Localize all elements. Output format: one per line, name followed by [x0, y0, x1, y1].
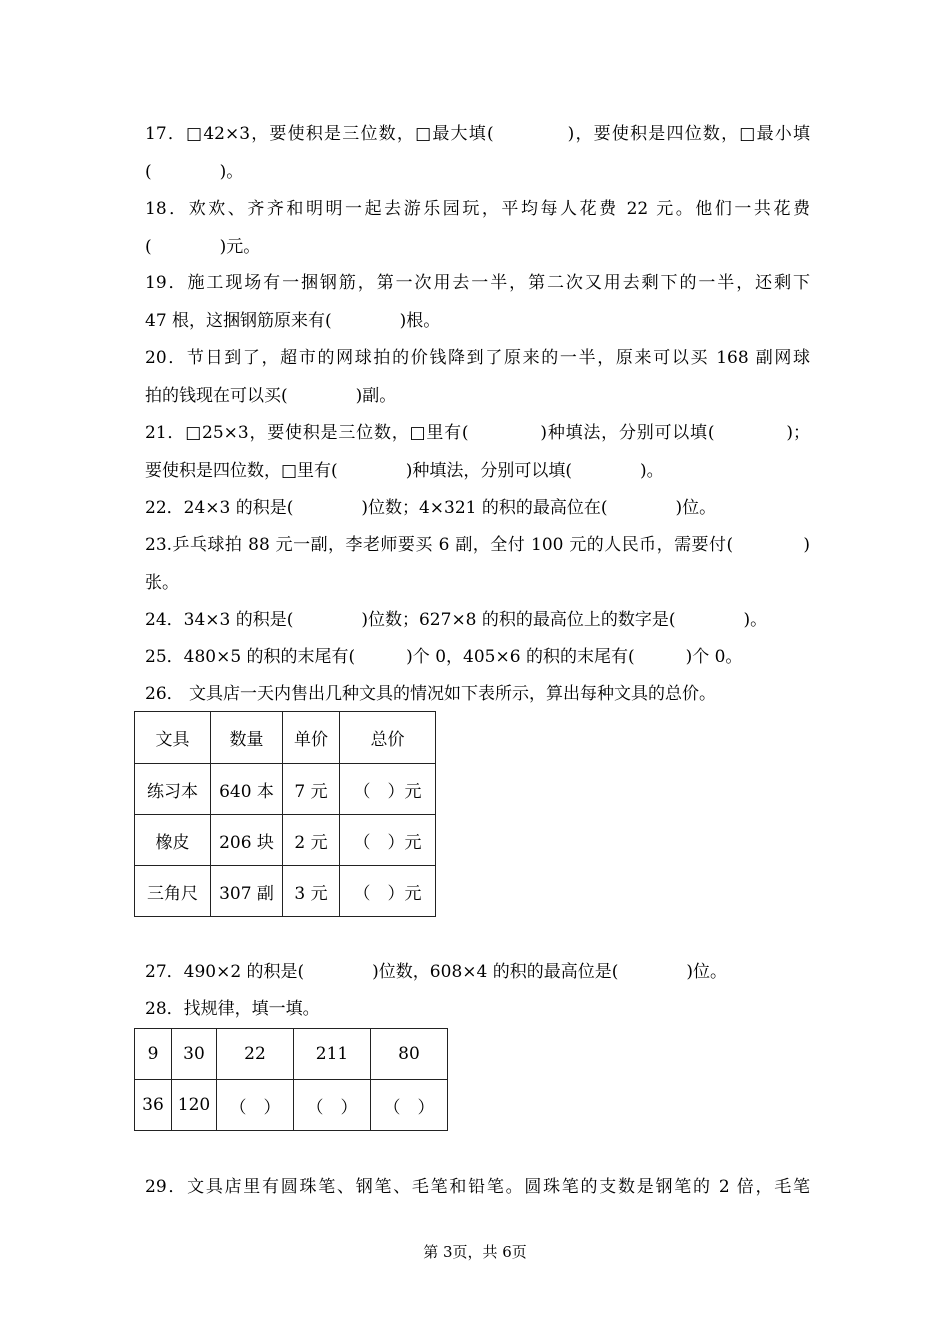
answer-blank[interactable]: （ ）元 — [340, 866, 436, 917]
table-cell: 36 — [135, 1080, 172, 1131]
question-text-cont: 47 根，这捆钢筋原来有( )根。 — [145, 311, 441, 331]
table-header: 单价 — [283, 712, 340, 764]
question-text: 21．□25×3，要使积是三位数，□里有( )种填法，分别可以填( )； — [145, 423, 810, 443]
table-header: 数量 — [211, 712, 283, 764]
table-row — [135, 1080, 448, 1131]
question-text: 17．□42×3，要使积是三位数，□最大填( )，要使积是四位数，□最小填 — [145, 124, 810, 144]
question-25 — [145, 638, 810, 676]
table-cell: 2 元 — [283, 815, 340, 866]
question-23 — [145, 526, 810, 602]
table-row — [135, 764, 436, 815]
question-17 — [145, 115, 810, 191]
table-cell: 211 — [294, 1029, 371, 1080]
question-text-cont: ( )。 — [145, 162, 244, 182]
question-21 — [145, 414, 810, 490]
table-row — [135, 815, 436, 866]
question-text-cont: 张。 — [145, 573, 179, 593]
question-text: 20．节日到了，超市的网球拍的价钱降到了原来的一半，原来可以买 168 副网球 — [145, 348, 810, 368]
question-20 — [145, 339, 810, 415]
table-header: 文具 — [135, 712, 211, 764]
table-cell: 206 块 — [211, 815, 283, 866]
question-text: 24．34×3 的积是( )位数；627×8 的积的最高位上的数字是( )。 — [145, 610, 768, 630]
question-text-cont: ( )元。 — [145, 237, 261, 257]
question-text: 28．找规律，填一填。 — [145, 999, 320, 1019]
table-cell: 80 — [371, 1029, 448, 1080]
answer-blank[interactable]: （ ）元 — [340, 815, 436, 866]
question-29 — [145, 1168, 810, 1206]
table-row — [135, 866, 436, 917]
question-text: 26． 文具店一天内售出几种文具的情况如下表所示，算出每种文具的总价。 — [145, 684, 717, 704]
question-text: 23.乒乓球拍 88 元一副，李老师要买 6 副，全付 100 元的人民币，需要付( ) — [145, 535, 810, 555]
question-text: 22．24×3 的积是( )位数；4×321 的积的最高位在( )位。 — [145, 498, 717, 518]
pattern-table — [134, 1028, 448, 1131]
question-text-cont: 拍的钱现在可以买( )副。 — [145, 386, 397, 406]
question-27 — [145, 953, 810, 991]
table-cell: 307 副 — [211, 866, 283, 917]
table-cell: 3 元 — [283, 866, 340, 917]
question-18 — [145, 190, 810, 266]
answer-blank[interactable]: （ ） — [217, 1080, 294, 1131]
question-text: 18．欢欢、齐齐和明明一起去游乐园玩，平均每人花费 22 元。他们一共花费 — [145, 199, 810, 219]
table-cell: 橡皮 — [135, 815, 211, 866]
table-cell: 三角尺 — [135, 866, 211, 917]
table-header: 总价 — [340, 712, 436, 764]
question-22 — [145, 489, 810, 527]
table-header-row — [135, 712, 436, 764]
question-26 — [145, 675, 810, 713]
table-cell: 7 元 — [283, 764, 340, 815]
question-text-cont: 要使积是四位数，□里有( )种填法，分别可以填( )。 — [145, 461, 664, 481]
table-row — [135, 1029, 448, 1080]
question-text: 25．480×5 的积的末尾有( )个 0，405×6 的积的末尾有( )个 0。 — [145, 647, 743, 667]
table-cell: 9 — [135, 1029, 172, 1080]
question-text: 29．文具店里有圆珠笔、钢笔、毛笔和铅笔。圆珠笔的支数是钢笔的 2 倍，毛笔 — [145, 1177, 810, 1197]
table-cell: 22 — [217, 1029, 294, 1080]
table-cell: 30 — [172, 1029, 217, 1080]
answer-blank[interactable]: （ ）元 — [340, 764, 436, 815]
page-footer: 第 3页，共 6页 — [423, 1243, 527, 1261]
stationery-table — [134, 711, 436, 917]
table-cell: 练习本 — [135, 764, 211, 815]
table-cell: 640 本 — [211, 764, 283, 815]
question-24 — [145, 601, 810, 639]
question-19 — [145, 264, 810, 340]
question-28 — [145, 990, 810, 1028]
question-text: 19．施工现场有一捆钢筋，第一次用去一半，第二次又用去剩下的一半，还剩下 — [145, 273, 810, 293]
answer-blank[interactable]: （ ） — [294, 1080, 371, 1131]
question-text: 27．490×2 的积是( )位数，608×4 的积的最高位是( )位。 — [145, 962, 727, 982]
answer-blank[interactable]: （ ） — [371, 1080, 448, 1131]
table-cell: 120 — [172, 1080, 217, 1131]
